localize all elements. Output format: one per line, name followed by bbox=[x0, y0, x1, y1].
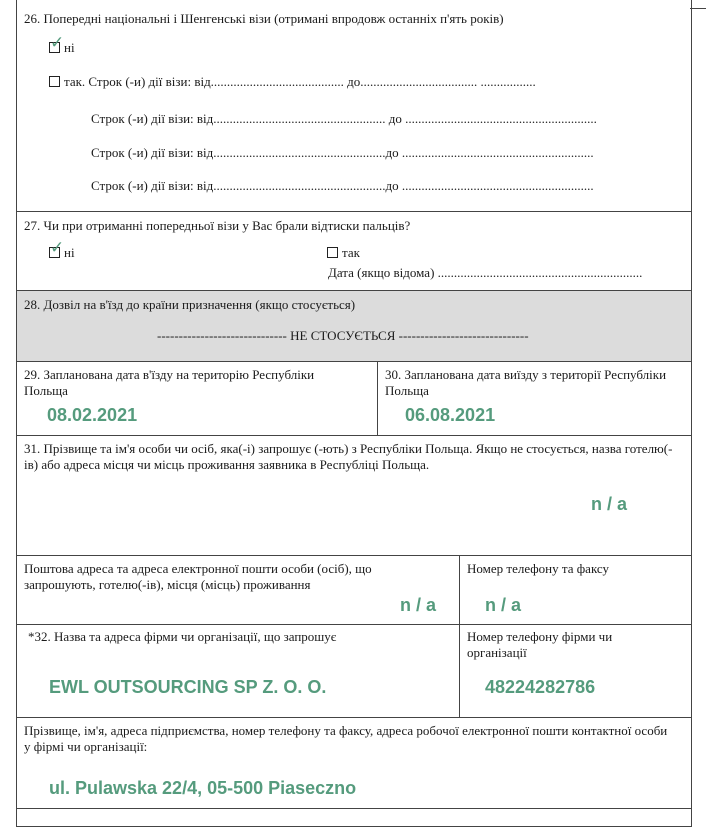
section-29-title: 29. Запланована дата в'їзду на територію Республіки Польща bbox=[24, 367, 315, 398]
section-31-value: n / a bbox=[591, 494, 628, 514]
column-divider bbox=[377, 362, 378, 435]
section-26 bbox=[17, 0, 691, 212]
section-27-option-no bbox=[49, 245, 75, 261]
phone-fax-title: Номер телефону та факсу bbox=[467, 561, 610, 576]
visa-form bbox=[16, 0, 692, 827]
section-28-value: ------------------------------ НЕ СТОСУЄТЬСЯ ------------------------------ bbox=[157, 328, 529, 343]
checkbox-icon[interactable] bbox=[49, 76, 60, 87]
section-26-title: 26. Попередні національні і Шенгенські візи (отримані впродовж останніх п'ять років) bbox=[24, 11, 504, 26]
validity-line-2: Строк (-и) дії візи: від..................................................... до ........................................................... bbox=[91, 111, 597, 126]
column-divider bbox=[459, 556, 460, 624]
validity-line-3: Строк (-и) дії візи: від.....................................................до ........................................................... bbox=[91, 145, 594, 160]
section-27-title: 27. Чи при отриманні попередньої візи у Вас брали відтиски пальців? bbox=[24, 218, 411, 233]
contact-person-title: Прізвище, ім'я, адреса підприємства, номер телефону та факсу, адреса робочої електронної пошти контактної особи у фірмі чи організації: bbox=[24, 723, 668, 754]
phone-fax-value: n / a bbox=[485, 595, 522, 615]
option-yes-validity-line: так. Строк (-и) дії візи: від......................................... до.................................... ................. bbox=[64, 74, 536, 89]
exit-date-value: 06.08.2021 bbox=[405, 405, 496, 425]
section-32-title: *32. Назва та адреса фірми чи організації, що запрошує bbox=[28, 629, 337, 644]
contact-person-section bbox=[17, 718, 691, 809]
postal-phone-row bbox=[17, 556, 691, 625]
section-26-option-no bbox=[49, 40, 75, 56]
checked-checkbox-icon[interactable] bbox=[49, 247, 60, 258]
section-31-title: 31. Прізвище та ім'я особи чи осіб, яка(-і) запрошує (-ють) з Республіки Польща. Якщо не стосується, назва готелю(-ів) або адреса місця чи місць проживання заявника в Республіці Польща. bbox=[24, 441, 673, 472]
fingerprint-date-line: Дата (якщо відома) ............................................................... bbox=[328, 265, 643, 280]
section-27-option-yes bbox=[327, 245, 360, 261]
option-yes-label: так bbox=[342, 245, 360, 260]
section-27 bbox=[17, 212, 691, 291]
section-29-30 bbox=[17, 362, 691, 436]
contact-address-value: ul. Pulawska 22/4, 05-500 Piaseczno bbox=[49, 778, 357, 798]
section-28 bbox=[17, 291, 691, 362]
section-28-title: 28. Дозвіл на в'їзд до країни призначення (якщо стосується) bbox=[24, 297, 356, 312]
section-32 bbox=[17, 625, 691, 718]
postal-address-value: n / a bbox=[400, 595, 437, 615]
checked-checkbox-icon[interactable] bbox=[49, 42, 60, 53]
company-phone-title: Номер телефону фірми чи організації bbox=[467, 629, 613, 660]
postal-address-title: Поштова адреса та адреса електронної пошти особи (осіб), що запрошують, готелю(-ів), місця (місць) проживання bbox=[24, 561, 372, 592]
entry-date-value: 08.02.2021 bbox=[47, 405, 138, 425]
checkbox-icon[interactable] bbox=[327, 247, 338, 258]
section-31 bbox=[17, 436, 691, 556]
company-name-value: EWL OUTSOURCING SP Z. O. O. bbox=[49, 677, 327, 697]
company-phone-value: 48224282786 bbox=[485, 677, 596, 697]
section-26-option-yes bbox=[49, 74, 536, 90]
column-divider bbox=[459, 625, 460, 717]
option-no-label: ні bbox=[64, 40, 75, 55]
option-no-label: ні bbox=[64, 245, 75, 260]
section-30-title: 30. Запланована дата виїзду з території Республіки Польща bbox=[385, 367, 667, 398]
top-edge-line bbox=[690, 8, 706, 9]
validity-line-4: Строк (-и) дії візи: від.....................................................до ........................................................... bbox=[91, 178, 594, 193]
